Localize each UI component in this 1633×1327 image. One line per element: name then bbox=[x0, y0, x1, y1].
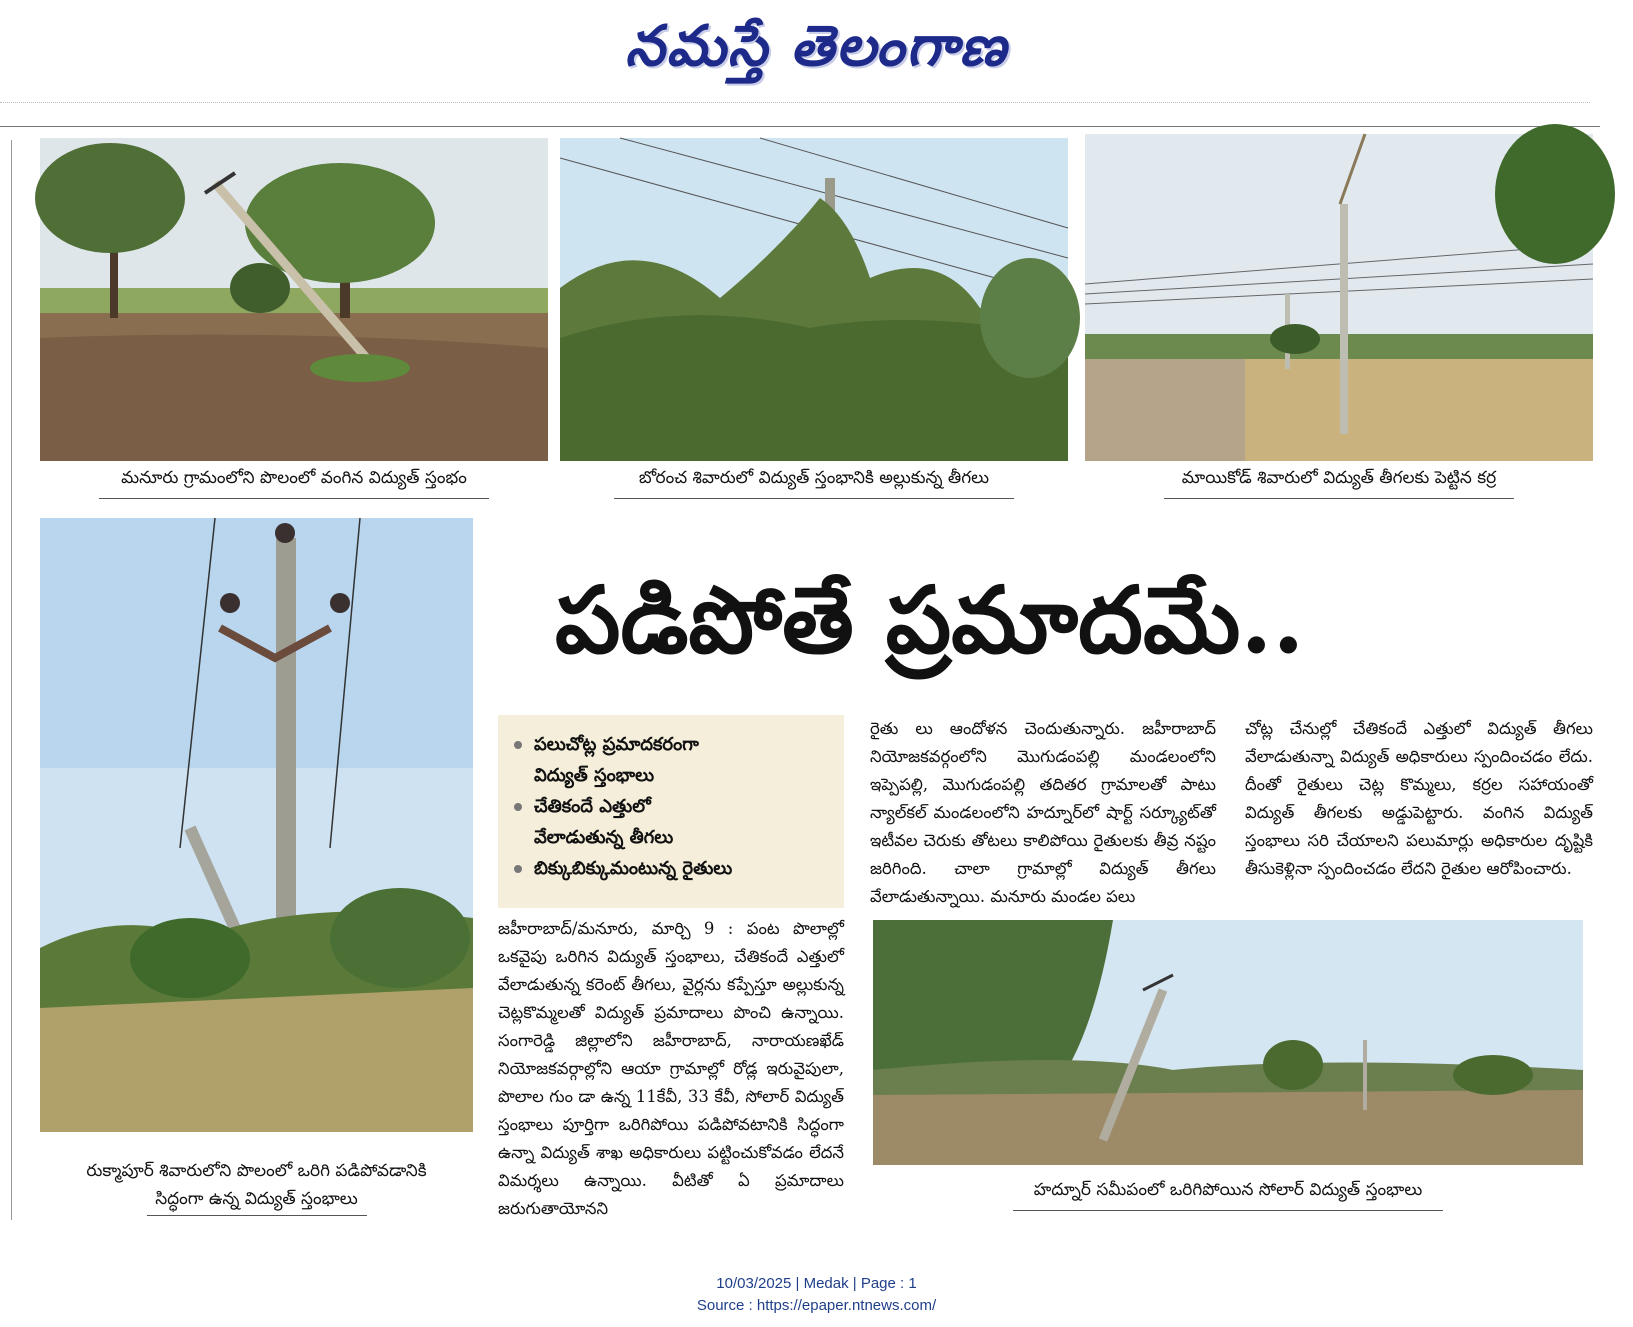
tilted-solar-poles-photo bbox=[873, 920, 1583, 1165]
photo-caption-3: మాయికోడ్ శివారులో విద్యుత్ తీగలకు పెట్టిన కర్ర bbox=[1085, 468, 1593, 499]
photo-caption-1: మనూరు గ్రామంలోని పొలంలో వంగిన విద్యుత్ స్తంభం bbox=[40, 468, 548, 499]
photo-caption-2: బోరంచ శివారులో విద్యుత్ స్తంభానికి అల్లుకున్న తీగలు bbox=[560, 468, 1068, 499]
photo-caption-5: హద్నూర్ సమీపంలో ఒరిగిపోయిన సోలార్ విద్యుత్ స్తంభాలు bbox=[873, 1180, 1583, 1211]
highlight-item: చేతికందే ఎత్తులో వేలాడుతున్న తీగలు bbox=[512, 791, 834, 853]
bullet-icon bbox=[514, 865, 522, 873]
left-margin-rule bbox=[11, 140, 12, 1220]
highlight-item: పలుచోట్ల ప్రమాదకరంగా విద్యుత్ స్తంభాలు bbox=[512, 729, 834, 791]
edition-info: 10/03/2025 | Medak | Page : 1 bbox=[716, 1275, 917, 1292]
header-divider bbox=[0, 126, 1600, 127]
article-headline: పడిపోతే ప్రమాదమే.. bbox=[555, 566, 1305, 674]
stick-support-wires-photo bbox=[1085, 134, 1593, 461]
highlights-box bbox=[498, 715, 844, 908]
vine-covered-pole-photo bbox=[560, 138, 1068, 461]
article-column-3: చోట్ల చేనుల్లో చేతికందే ఎత్తులో విద్యుత్ తీగలు వేలాడుతున్నా విద్యుత్ అధికారులు స్పందించడం లేదు. దీంతో రైతులు చెట్ల కొమ్మలు, కర్రల సహాయంతో విద్యుత్ తీగలకు అడ్డుపెట్టారు. వంగిన విద్యుత్ స్తంభాలు సరి చేయాలని పలుమార్లు అధికారుల దృష్టికి తీసుకెళ్లినా స్పందించడం లేదని రైతుల ఆరోపించారు. bbox=[1245, 719, 1593, 878]
tall-pole-sky-photo bbox=[40, 518, 473, 1132]
article-column-1: జహీరాబాద్/మనూరు, మార్చి 9 : పంట పొలాల్లో ఒకవైపు ఒరిగిన విద్యుత్ స్తంభాలు, చేతికందే ఎత్తులో వేలాడుతున్న కరెంట్ తీగలు, వైర్లను కప్పేస్తూ అల్లుకున్న చెట్లకొమ్మలతో విద్యుత్ ప్రమాదాలు పొంచి ఉన్నాయి. సంగారెడ్డి జిల్లాలోని జహీరాబాద్, నారాయణఖేడ్ నియోజకవర్గాల్లోని ఆయా గ్రామాల్లో రోడ్ల ఇరువైపులా, పొలాల గుం డా ఉన్న 11కేవీ, 33 కేవీ, సోలార్ విద్యుత్ స్తంభాలు పూర్తిగా ఒరిగిపోయి పడిపోవటానికి సిద్ధంగా ఉన్నా విద్యుత్ శాఖ అధికారులు పట్టించుకోవడం లేదనే విమర్శలు ఉన్నాయి. వీటితో ఏ ప్రమాదాలు జరుగుతాయోనని bbox=[498, 919, 844, 1218]
dotted-divider bbox=[0, 102, 1590, 103]
photo-caption-4: రుక్మాపూర్ శివారులోని పొలంలో ఒరిగి పడిపోవడానికి సిద్ధంగా ఉన్న విద్యుత్ స్తంభాలు bbox=[40, 1157, 473, 1216]
bullet-icon bbox=[514, 741, 522, 749]
source-link[interactable]: Source : https://epaper.ntnews.com/ bbox=[696, 1297, 937, 1314]
masthead bbox=[0, 0, 1633, 100]
highlight-item: బిక్కుబిక్కుమంటున్న రైతులు bbox=[512, 853, 834, 884]
bullet-icon bbox=[514, 803, 522, 811]
leaning-pole-field-photo bbox=[40, 138, 548, 461]
page-footer bbox=[0, 1273, 1633, 1317]
newspaper-logo: నమస్తే తెలంగాణ bbox=[625, 14, 1008, 79]
article-column-2: రైతు లు ఆందోళన చెందుతున్నారు. జహీరాబాద్ నియోజకవర్గంలోని మొగుడంపల్లి మండలంలోని ఇప్పెపల్లి, మొగుడంపల్లి తదితర గ్రామాలతో పాటు న్యాల్‌కల్ మండలంలోని హద్నూర్‌లో షార్ట్ సర్క్యూట్‌తో ఇటీవల చెరుకు తోటలు కాలిపోయి రైతులకు తీవ్ర నష్టం జరిగింది. చాలా గ్రామాల్లో విద్యుత్ తీగలు వేలాడుతున్నాయి. మనూరు మండల పలు bbox=[870, 719, 1216, 906]
